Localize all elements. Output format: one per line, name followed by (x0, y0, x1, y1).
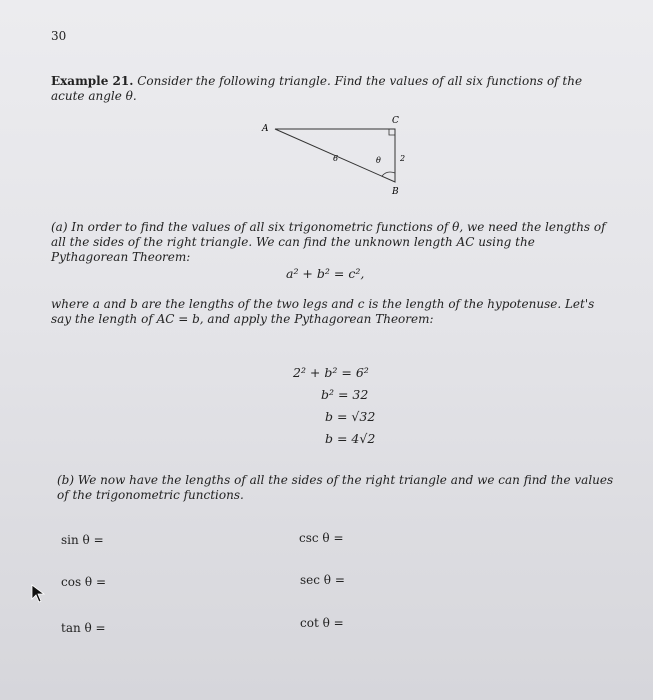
vertex-c-label: C (392, 116, 399, 126)
pythagorean-theorem: a² + b² = c², (286, 266, 365, 281)
cot-label: cot θ = (300, 616, 344, 630)
sin-label: sin θ = (61, 533, 104, 547)
part-a-paragraph: (a) In order to find the values of all six trigonometric functions of θ, we need the lengths of all the sides of the right triangle. We can find the unknown length AC using the Pythagorean Theorem: (51, 220, 606, 264)
part-b-paragraph: (b) We now have the lengths of all the sides of the right triangle and we can find the values of the trigonometric functions. (57, 473, 614, 502)
vertex-a-label: A (262, 124, 269, 134)
mouse-pointer-icon (30, 583, 48, 605)
vertex-b-label: B (392, 187, 399, 196)
page-number: 30 (51, 29, 67, 43)
cos-label: cos θ = (61, 575, 107, 589)
example-label: Example 21. (51, 74, 134, 88)
example-prompt: Consider the following triangle. Find the values of all six functions of the acute angle θ. (51, 74, 583, 103)
right-angle-marker (389, 129, 395, 135)
angle-label: θ (376, 156, 381, 165)
step-1: 2² + b² = 6² (293, 365, 369, 380)
sec-label: sec θ = (300, 573, 345, 587)
example-paragraph (51, 74, 611, 104)
step-4: b = 4√2 (325, 431, 376, 446)
right-triangle-figure (250, 112, 430, 196)
angle-arc (382, 172, 395, 176)
step-2: b² = 32 (321, 387, 369, 402)
hypotenuse-label: 6 (333, 154, 339, 163)
step-3: b = √32 (325, 409, 376, 424)
leg-label: 2 (400, 154, 406, 163)
tan-label: tan θ = (61, 621, 106, 635)
part-a-explanation: where a and b are the lengths of the two legs and c is the length of the hypotenuse. Let's say the length of AC = b, and apply the Pythagorean Theorem: (51, 297, 595, 326)
csc-label: csc θ = (299, 531, 344, 545)
